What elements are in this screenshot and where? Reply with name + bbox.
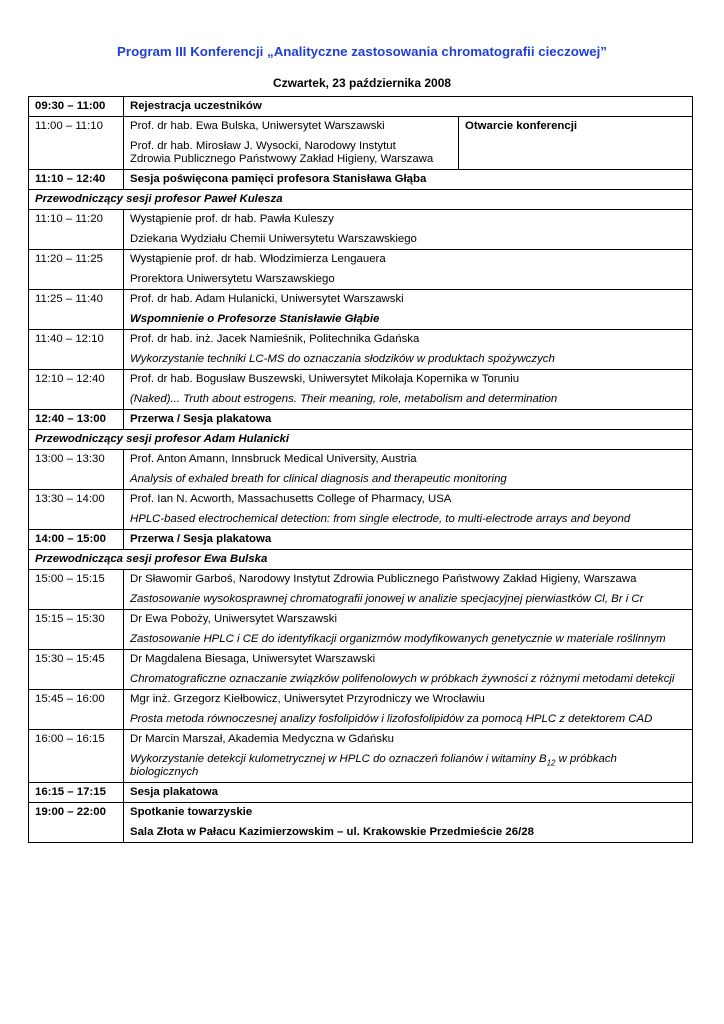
speaker-line: Dr Magdalena Biesaga, Uniwersytet Warszawski: [130, 653, 376, 665]
talk-title-part: Wykorzystanie detekcji kulometrycznej w HPLC do oznaczeń folianów i witaminy B: [130, 753, 547, 765]
time-cell: 15:30 – 15:45: [29, 650, 124, 690]
session-chair: Przewodnicząca sesji profesor Ewa Bulska: [29, 550, 693, 570]
time-cell: 16:00 – 16:15: [29, 730, 124, 783]
table-row: [29, 250, 693, 290]
table-row: [29, 530, 693, 550]
speaker-line: Zdrowia Publicznego Państwowy Zakład Higieny, Warszawa: [130, 153, 434, 165]
opening-note: Otwarcie konferencji: [459, 117, 693, 170]
speaker-line: Prof. dr hab. Ewa Bulska, Uniwersytet Warszawski: [130, 120, 385, 132]
speaker-line: Prof. dr hab. Mirosław J. Wysocki, Narodowy Instytut: [130, 140, 396, 152]
talk-title: [130, 753, 686, 779]
table-row: [29, 430, 693, 450]
speaker-line: Dziekana Wydziału Chemii Uniwersytetu Warszawskiego: [130, 233, 417, 245]
time-cell: 16:15 – 17:15: [29, 783, 124, 803]
talk-title-part: w próbkach biologicznych: [130, 753, 617, 778]
time-cell: 11:20 – 11:25: [29, 250, 124, 290]
event-location: Sala Złota w Pałacu Kazimierzowskim – ul. Krakowskie Przedmieście 26/28: [130, 826, 534, 838]
table-row: [29, 690, 693, 730]
table-row: [29, 290, 693, 330]
table-row: [29, 370, 693, 410]
talk-cell: [124, 490, 693, 530]
time-cell: 12:10 – 12:40: [29, 370, 124, 410]
subscript: 12: [546, 758, 556, 768]
talk-title: Zastosowanie HPLC i CE do identyfikacji organizmów modyfikowanych genetycznie w materiale roślinnym: [130, 633, 666, 645]
table-row: [29, 410, 693, 430]
session-chair: Przewodniczący sesji profesor Adam Hulanicki: [29, 430, 693, 450]
program-table: [28, 96, 693, 843]
table-row: [29, 190, 693, 210]
table-row: [29, 170, 693, 190]
talk-cell: [124, 330, 693, 370]
table-row: [29, 210, 693, 250]
session-chair: Przewodniczący sesji profesor Paweł Kulesza: [29, 190, 693, 210]
speaker-line: Prof. dr hab. inż. Jacek Namieśnik, Politechnika Gdańska: [130, 333, 420, 345]
table-row: [29, 570, 693, 610]
time-cell: 11:25 – 11:40: [29, 290, 124, 330]
table-row: [29, 450, 693, 490]
speaker-line: Dr Marcin Marszał, Akademia Medyczna w Gdańsku: [130, 733, 394, 745]
time-cell: 14:00 – 15:00: [29, 530, 124, 550]
table-row: [29, 330, 693, 370]
speaker-line: Mgr inż. Grzegorz Kiełbowicz, Uniwersytet Przyrodniczy we Wrocławiu: [130, 693, 485, 705]
session-cell: Przerwa / Sesja plakatowa: [124, 530, 693, 550]
time-cell: 15:45 – 16:00: [29, 690, 124, 730]
speaker-line: Prorektora Uniwersytetu Warszawskiego: [130, 273, 335, 285]
time-cell: 19:00 – 22:00: [29, 803, 124, 843]
talk-title: Prosta metoda równoczesnej analizy fosfolipidów i lizofosfolipidów za pomocą HPLC z detektorem CAD: [130, 713, 653, 725]
time-cell: 11:10 – 12:40: [29, 170, 124, 190]
talk-title: (Naked)... Truth about estrogens. Their meaning, role, metabolism and determination: [130, 393, 558, 405]
time-cell: 11:00 – 11:10: [29, 117, 124, 170]
time-cell: 11:10 – 11:20: [29, 210, 124, 250]
table-row: [29, 490, 693, 530]
talk-cell: [124, 570, 693, 610]
talk-cell: [124, 250, 693, 290]
session-cell: Przerwa / Sesja plakatowa: [124, 410, 693, 430]
speaker-line: Prof. Ian N. Acworth, Massachusetts College of Pharmacy, USA: [130, 493, 452, 505]
session-cell: Rejestracja uczestników: [124, 97, 693, 117]
speaker-line: Prof. dr hab. Bogusław Buszewski, Uniwersytet Mikołaja Kopernika w Toruniu: [130, 373, 520, 385]
speaker-line: Dr Sławomir Garboś, Narodowy Instytut Zdrowia Publicznego Państwowy Zakład Higieny, Warszawa: [130, 573, 637, 585]
talk-title: Zastosowanie wysokosprawnej chromatografii jonowej w analizie specjacyjnej pierwiastków Cl, Br i Cr: [130, 593, 644, 605]
talk-cell: [124, 730, 693, 783]
table-row: [29, 803, 693, 843]
session-cell: Sesja plakatowa: [124, 783, 693, 803]
table-row: [29, 97, 693, 117]
talk-cell: [124, 290, 693, 330]
talk-cell: [124, 690, 693, 730]
talk-cell: [124, 117, 459, 170]
talk-cell: [124, 210, 693, 250]
time-cell: 15:00 – 15:15: [29, 570, 124, 610]
talk-title: Wspomnienie o Profesorze Stanisławie Głąbie: [130, 313, 380, 325]
talk-title: Chromatograficzne oznaczanie związków polifenolowych w próbkach żywności z różnymi metodami detekcji: [130, 673, 675, 685]
speaker-line: Wystąpienie prof. dr hab. Włodzimierza Lengauera: [130, 253, 386, 265]
speaker-line: Wystąpienie prof. dr hab. Pawła Kuleszy: [130, 213, 334, 225]
time-cell: 12:40 – 13:00: [29, 410, 124, 430]
talk-cell: [124, 650, 693, 690]
speaker-line: Prof. Anton Amann, Innsbruck Medical University, Austria: [130, 453, 417, 465]
talk-cell: [124, 610, 693, 650]
table-row: [29, 117, 693, 170]
document-title: Program III Konferencji „Analityczne zastosowania chromatografii cieczowej”: [117, 44, 607, 59]
table-row: [29, 730, 693, 783]
time-cell: 09:30 – 11:00: [29, 97, 124, 117]
talk-title: Analysis of exhaled breath for clinical diagnosis and therapeutic monitoring: [130, 473, 507, 485]
table-row: [29, 550, 693, 570]
talk-cell: [124, 450, 693, 490]
talk-title: HPLC-based electrochemical detection: from single electrode, to multi-electrode arrays and beyond: [130, 513, 631, 525]
talk-title: Wykorzystanie techniki LC-MS do oznaczania słodzików w produktach spożywczych: [130, 353, 555, 365]
time-cell: 15:15 – 15:30: [29, 610, 124, 650]
talk-cell: [124, 803, 693, 843]
table-row: [29, 610, 693, 650]
conference-date: Czwartek, 23 października 2008: [272, 76, 452, 90]
time-cell: 11:40 – 12:10: [29, 330, 124, 370]
speaker-line: Prof. dr hab. Adam Hulanicki, Uniwersytet Warszawski: [130, 293, 404, 305]
time-cell: 13:30 – 14:00: [29, 490, 124, 530]
talk-cell: [124, 370, 693, 410]
session-cell: Sesja poświęcona pamięci profesora Stanisława Głąba: [124, 170, 693, 190]
time-cell: 13:00 – 13:30: [29, 450, 124, 490]
table-row: [29, 783, 693, 803]
table-row: [29, 650, 693, 690]
event-title: Spotkanie towarzyskie: [130, 806, 253, 818]
speaker-line: Dr Ewa Poboży, Uniwersytet Warszawski: [130, 613, 337, 625]
